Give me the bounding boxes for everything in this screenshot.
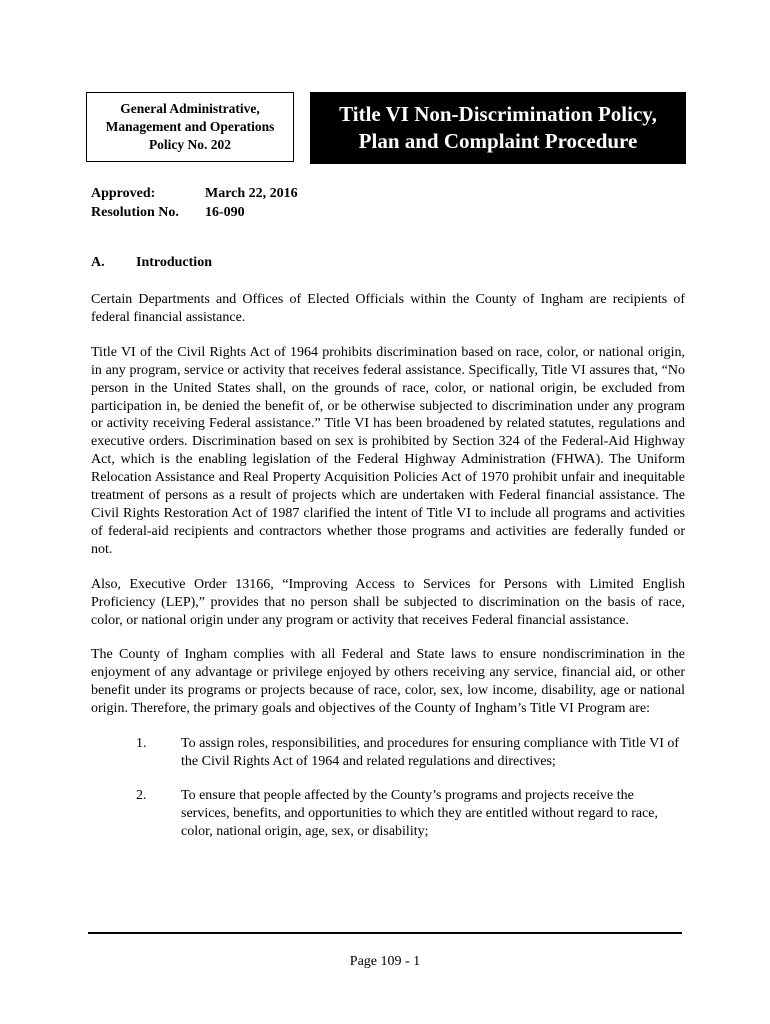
- list-item: [91, 787, 685, 841]
- policy-title-box: [310, 92, 686, 164]
- resolution-number: 16-090: [205, 205, 245, 220]
- policy-category-line-2: Management and Operations: [105, 119, 275, 134]
- policy-number-box: [86, 92, 294, 162]
- resolution-label: Resolution No.: [91, 205, 179, 220]
- list-item-number: 1.: [136, 736, 147, 752]
- policy-number: Policy No. 202: [148, 137, 232, 152]
- paragraph: Certain Departments and Offices of Elected Officials within the County of Ingham are recipients of federal financial assistance.: [91, 292, 685, 325]
- section-title: Introduction: [136, 255, 212, 270]
- goals-list: [91, 735, 685, 841]
- policy-category-line-1: General Administrative,: [120, 101, 260, 116]
- approval-info: [91, 184, 298, 222]
- policy-title-line-2: Plan and Complaint Procedure: [358, 129, 638, 153]
- policy-title-line-1: Title VI Non-Discrimination Policy,: [339, 102, 657, 126]
- paragraph: Title VI of the Civil Rights Act of 1964 prohibits discrimination based on race, color, or national origin, in any program, service or activity that receives federal assistance. Specifically, Title VI assures that, “No person in the United States shall, on the grounds of race, color, or national origin, be excluded from participation in, be denied the benefit of, or be otherwise subjected to discrimination under any program or activity receiving Federal assistance.” Title VI has been broadened by related statutes, regulations and executive orders. Discrimination based on sex is prohibited by Section 324 of the Federal-Aid Highway Act, which is the enabling legislation of the Federal Highway Administration (FHWA). The Uniform Relocation Assistance and Real Property Acquisition Policies Act of 1970 prohibit unfair and inequitable treatment of persons as a result of projects which are undertaken with Federal financial assistance. The Civil Rights Restoration Act of 1987 clarified the intent of Title VI to include all programs and activities of federal-aid recipients and contractors whether those programs and activities are federally funded or not.: [91, 344, 685, 557]
- list-item-number: 2.: [136, 787, 147, 803]
- document-body: [91, 291, 685, 857]
- list-item-text: To assign roles, responsibilities, and procedures for ensuring compliance with Title VI of the Civil Rights Act of 1964 and related regulations and directives;: [181, 736, 680, 769]
- approved-date: March 22, 2016: [205, 186, 298, 201]
- page-number: Page 109 - 1: [349, 954, 421, 969]
- list-item: [91, 735, 685, 771]
- section-heading: [91, 255, 212, 271]
- paragraph: Also, Executive Order 13166, “Improving Access to Services for Persons with Limited English Proficiency (LEP),” provides that no person shall be subjected to discrimination on the basis of race, color, or national origin under any program or activity that receives Federal financial assistance.: [91, 576, 685, 628]
- paragraph: The County of Ingham complies with all Federal and State laws to ensure nondiscrimination in the enjoyment of any advantage or privilege enjoyed by others receiving any service, financial aid, or other benefit under its programs or projects because of race, color, sex, low income, disability, age or national origin. Therefore, the primary goals and objectives of the County of Ingham’s Title VI Program are:: [91, 647, 685, 717]
- approved-label: Approved:: [91, 186, 156, 201]
- footer-divider: [88, 932, 682, 934]
- approved-row: [91, 184, 298, 203]
- resolution-row: [91, 203, 298, 222]
- section-number: A.: [91, 255, 105, 270]
- list-item-text: To ensure that people affected by the County’s programs and projects receive the services, benefits, and opportunities to which they are entitled without regard to race, color, national origin, age, sex, or disability;: [181, 787, 659, 839]
